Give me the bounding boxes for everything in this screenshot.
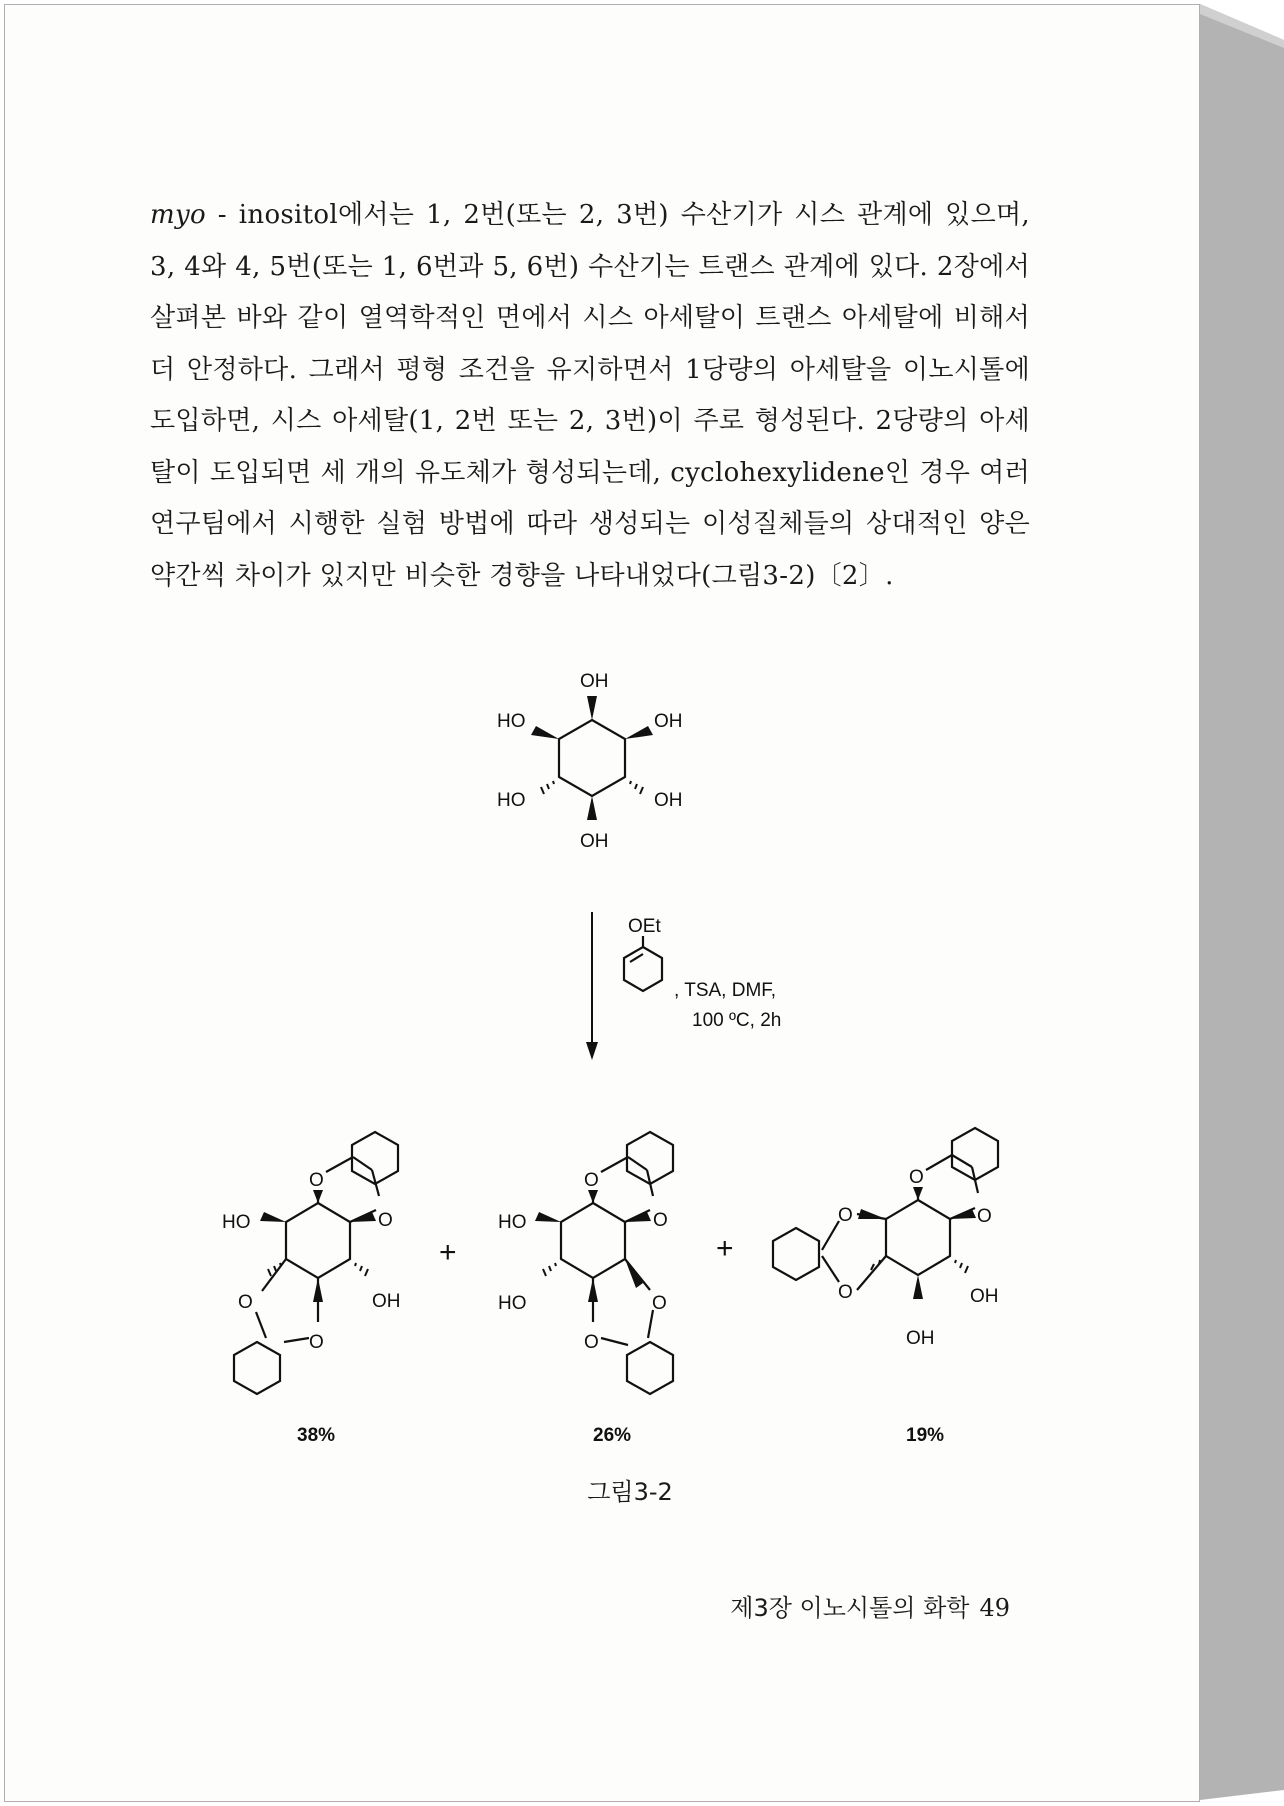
product-3-structure [773, 1128, 999, 1349]
ho-label: HO [498, 1293, 527, 1314]
conditions-line2: 100 ºC, 2h [692, 1010, 782, 1031]
oxygen-label: O [309, 1332, 324, 1353]
hash-bonds [541, 781, 643, 794]
oxygen-label: O [838, 1282, 853, 1303]
oxygen-label: O [378, 1210, 393, 1231]
wedge-bond [587, 696, 597, 720]
product-1-structure [222, 1132, 401, 1394]
reagent-oet: OEt [628, 916, 661, 937]
myo-prefix: myo [150, 200, 206, 230]
oh-label: OH [970, 1286, 999, 1307]
oxygen-label: O [238, 1292, 253, 1313]
running-footer [700, 1588, 1010, 1623]
paragraph-text: - inositol에서는 1, 2번(또는 2, 3번) 수산기가 시스 관계에 있으며, 3, 4와 4, 5번(또는 1, 6번과 5, 6번) 수산기는 트랜스 관계에 있다. 2장에서 살펴본 바와 같이 열역학적인 면에서 시스 아세탈이 트랜스 아세탈에 비해서 더 안정하다. 그래서 평형 조건을 유지하면서 1당량의 아세탈을 이노시톨에 도입하면, 시스 아세탈(1, 2번 또는 2, 3번)이 주로 형성된다. 2당량의 아세탈이 도입되면 세 개의 유도체가 형성되는데, cyclohexylidene인 경우 여러 연구팀에서 시행한 실험 방법에 따라 생성되는 이성질체들의 상대적인 양은 약간씩 차이가 있지만 비슷한 경향을 나타내었다(그림3-2)〔2〕. [150, 200, 1030, 591]
product-2-structure [498, 1132, 673, 1394]
yield-product-3: 19% [906, 1425, 945, 1446]
oxygen-label: O [652, 1293, 667, 1314]
wedge-bond [531, 726, 559, 739]
oh-label: OH [654, 790, 683, 811]
conditions-line1: , TSA, DMF, [674, 980, 777, 1001]
plus-sign: + [716, 1232, 734, 1265]
yield-product-2: 26% [593, 1425, 632, 1446]
oh-label: OH [580, 831, 609, 852]
ho-label: HO [222, 1212, 251, 1233]
oxygen-label: O [909, 1167, 924, 1188]
ethoxycyclohexene-structure [624, 936, 662, 991]
ho-label: HO [497, 790, 526, 811]
oh-label: OH [580, 671, 609, 692]
plus-sign: + [439, 1236, 457, 1269]
page-number: 49 [979, 1594, 1010, 1622]
oxygen-label: O [584, 1332, 599, 1353]
oxygen-label: O [653, 1210, 668, 1231]
ho-label: HO [497, 711, 526, 732]
oh-label: OH [654, 711, 683, 732]
oh-label: OH [372, 1291, 401, 1312]
ho-label: HO [498, 1212, 527, 1233]
oxygen-label: O [838, 1205, 853, 1226]
chapter-title: 제3장 이노시톨의 화학 [730, 1594, 970, 1622]
yield-product-1: 38% [297, 1425, 336, 1446]
reaction-arrow [586, 912, 598, 1060]
oxygen-label: O [584, 1170, 599, 1191]
oxygen-label: O [309, 1170, 324, 1191]
oh-label: OH [906, 1328, 935, 1349]
figure-caption: 그림3-2 [587, 1478, 673, 1506]
oxygen-label: O [977, 1206, 992, 1227]
wedge-bond [625, 726, 653, 739]
wedge-bond [587, 796, 597, 820]
